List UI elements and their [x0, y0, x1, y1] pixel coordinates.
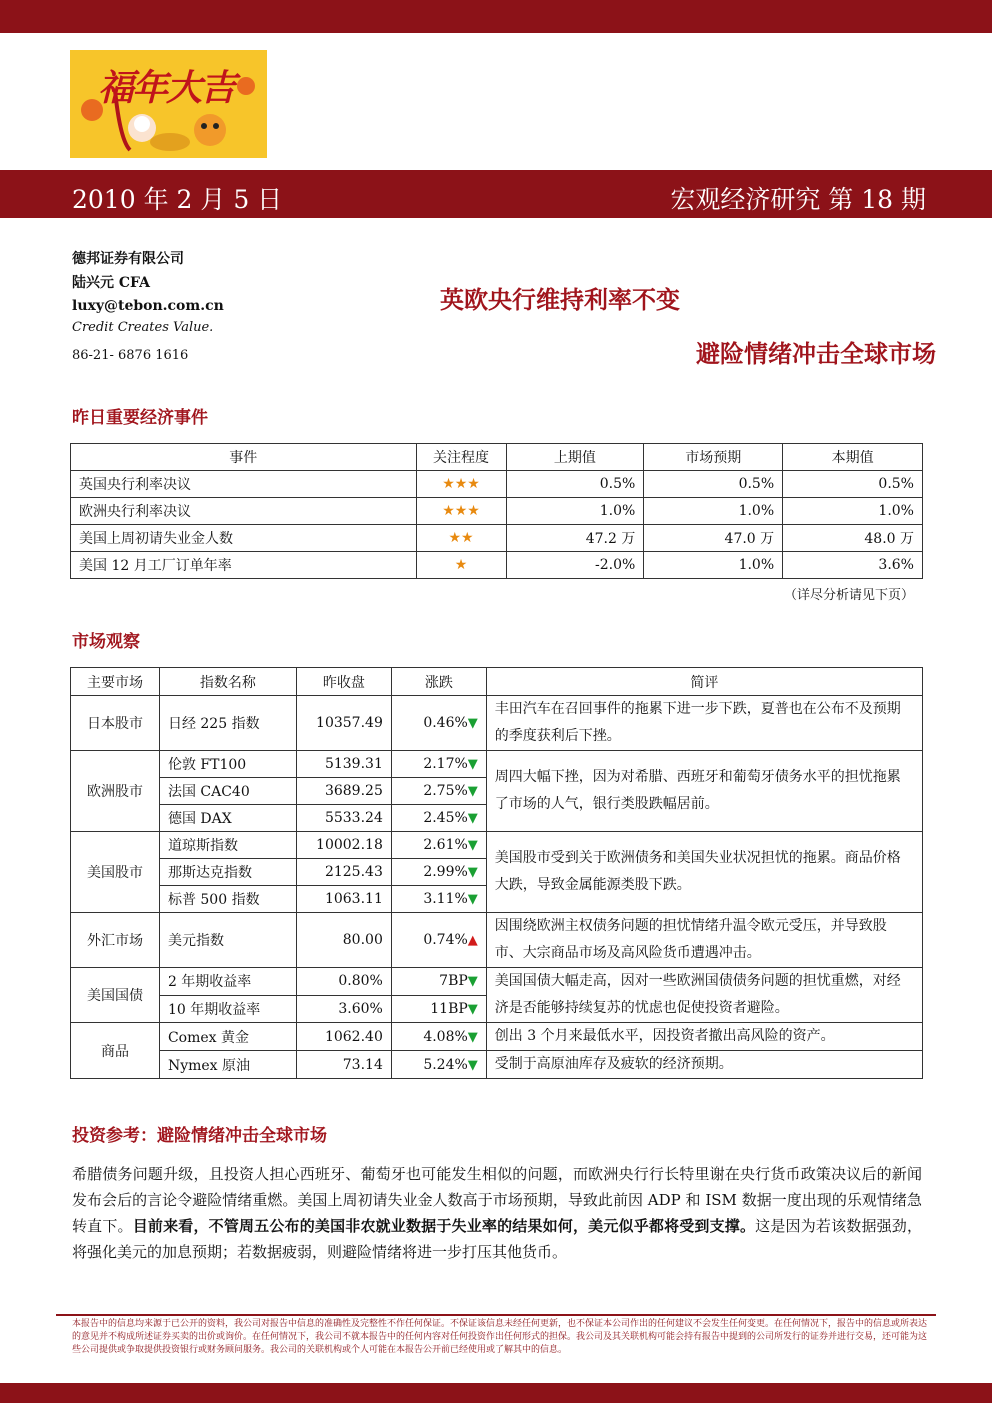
- up-arrow-icon: ▲: [467, 933, 478, 948]
- down-arrow-icon: ▼: [467, 838, 478, 853]
- event-name: 美国上周初请失业金人数: [71, 525, 417, 552]
- importance-stars-icon: ★★★: [416, 471, 506, 498]
- table-row: [71, 552, 923, 579]
- market-comment: 美国股市受到关于欧洲债务和美国失业状况担忧的拖累。商品价格大跌，导致金属能源类股下跌。: [486, 832, 922, 913]
- down-arrow-icon: ▼: [467, 716, 478, 731]
- previous-value: 47.2 万: [506, 525, 644, 552]
- change-cell: [391, 832, 486, 859]
- index-name: Nymex 原油: [159, 1051, 296, 1079]
- top-bar: [0, 0, 992, 33]
- event-name: 欧洲央行利率决议: [71, 498, 417, 525]
- down-arrow-icon: ▼: [467, 1029, 478, 1045]
- down-arrow-icon: ▼: [467, 892, 478, 907]
- invest-heading: 投资参考：避险情绪冲击全球市场: [72, 1126, 327, 1146]
- down-arrow-icon: ▼: [467, 757, 478, 772]
- expected-value: 1.0%: [644, 552, 783, 579]
- event-name: 英国央行利率决议: [71, 471, 417, 498]
- table-row: [71, 913, 923, 968]
- change-cell: [391, 1051, 486, 1079]
- analysis-note: （详尽分析请见下页）: [783, 588, 914, 603]
- close-value: 1063.11: [296, 886, 391, 913]
- change-value: 0.46%: [423, 715, 468, 731]
- footer-rule: [56, 1314, 936, 1316]
- table-row: [71, 498, 923, 525]
- table-row: [71, 832, 923, 859]
- index-name: 2 年期收益率: [159, 968, 296, 996]
- change-cell: [391, 1023, 486, 1051]
- expected-value: 0.5%: [644, 471, 783, 498]
- change-value: 4.08%: [423, 1028, 468, 1045]
- para-bold: 目前来看，不管周五公布的美国非农就业数据于失业率的结果如何，美元似乎都将受到支撑。: [132, 1217, 756, 1235]
- table-row: [71, 1051, 923, 1079]
- down-arrow-icon: ▼: [467, 974, 478, 990]
- events-header-row: [71, 444, 923, 471]
- analyst-email: luxy@tebon.com.cn: [72, 298, 224, 314]
- index-name: 美元指数: [159, 913, 296, 968]
- current-value: 1.0%: [783, 498, 923, 525]
- down-arrow-icon: ▼: [467, 1057, 478, 1073]
- para-end: 这是因为若该数据强劲，将强化美元的加息预期；若数据疲弱，则避险情绪将进一步打压其他货币。: [72, 1217, 922, 1261]
- para-start: 希腊债务问题升级，且投资人担心西班牙、葡萄牙也可能发生相似的问题，而欧洲央行行长特里谢在央行货币政策决议后的新闻发布会后的言论令避险情绪重燃。美国上周初请失业金人数高于市场预期，导致此前因 ADP 和 ISM 数据一度出现的乐观情绪急转直下。: [72, 1165, 922, 1235]
- change-cell: [391, 968, 486, 996]
- down-arrow-icon: ▼: [467, 784, 478, 799]
- change-value: 2.61%: [423, 837, 468, 853]
- table-row: [71, 696, 923, 751]
- close-value: 10002.18: [296, 832, 391, 859]
- market-comment: 因围绕欧洲主权债务问题的担忧情绪升温令欧元受压，并导致股市、大宗商品市场及高风险货币遭遇冲击。: [486, 913, 922, 968]
- table-row: [71, 471, 923, 498]
- market-comment: 受制于高原油库存及疲软的经济预期。: [486, 1051, 922, 1079]
- table-row: [71, 525, 923, 552]
- new-year-logo: [70, 50, 267, 158]
- market-comment: 周四大幅下挫，因为对希腊、西班牙和葡萄牙债务水平的担忧拖累了市场的人气，银行类股跌幅居前。: [486, 751, 922, 832]
- close-value: 2125.43: [296, 859, 391, 886]
- col-header: 主要市场: [71, 668, 160, 696]
- change-value: 2.99%: [423, 864, 468, 880]
- importance-stars-icon: ★: [416, 552, 506, 579]
- market-header-row: [71, 668, 923, 696]
- change-cell: [391, 696, 486, 751]
- events-heading: 昨日重要经济事件: [72, 408, 208, 428]
- close-value: 1062.40: [296, 1023, 391, 1051]
- market-table: [70, 667, 923, 1079]
- bottom-bar: [0, 1383, 992, 1403]
- report-issue: 宏观经济研究 第 18 期: [670, 185, 926, 214]
- importance-stars-icon: ★★★: [416, 498, 506, 525]
- event-name: 美国 12 月工厂订单年率: [71, 552, 417, 579]
- report-title-line1: 英欧央行维持利率不变: [440, 285, 680, 314]
- previous-value: 0.5%: [506, 471, 644, 498]
- market-name: 日本股市: [71, 696, 160, 751]
- col-header: 关注程度: [416, 444, 506, 471]
- col-header: 市场预期: [644, 444, 783, 471]
- analyst-phone: 86-21- 6876 1616: [72, 348, 189, 363]
- market-comment: 丰田汽车在召回事件的拖累下进一步下跌，夏普也在公布不及预期的季度获利后下挫。: [486, 696, 922, 751]
- index-name: 道琼斯指数: [159, 832, 296, 859]
- index-name: Comex 黄金: [159, 1023, 296, 1051]
- change-value: 7BP: [439, 973, 468, 990]
- col-header: 上期值: [506, 444, 644, 471]
- close-value: 73.14: [296, 1051, 391, 1079]
- change-cell: [391, 778, 486, 805]
- market-name: 美国股市: [71, 832, 160, 913]
- previous-value: -2.0%: [506, 552, 644, 579]
- change-cell: [391, 886, 486, 913]
- invest-paragraph: [72, 1161, 922, 1265]
- importance-stars-icon: ★★: [416, 525, 506, 552]
- close-value: 0.80%: [296, 968, 391, 996]
- change-value: 0.74%: [423, 932, 468, 948]
- down-arrow-icon: ▼: [467, 865, 478, 880]
- change-value: 5.24%: [423, 1056, 468, 1073]
- market-heading: 市场观察: [72, 632, 140, 652]
- col-header: 简评: [486, 668, 922, 696]
- change-value: 11BP: [430, 1000, 468, 1017]
- down-arrow-icon: ▼: [467, 811, 478, 826]
- market-name: 欧洲股市: [71, 751, 160, 832]
- close-value: 80.00: [296, 913, 391, 968]
- index-name: 那斯达克指数: [159, 859, 296, 886]
- change-cell: [391, 913, 486, 968]
- company-name: 德邦证券有限公司: [72, 251, 184, 267]
- close-value: 5139.31: [296, 751, 391, 778]
- close-value: 5533.24: [296, 805, 391, 832]
- col-header: 本期值: [783, 444, 923, 471]
- market-comment: 美国国债大幅走高，因对一些欧洲国债债务问题的担忧重燃，对经济是否能够持续复苏的忧虑也促使投资者避险。: [486, 968, 922, 1023]
- close-value: 10357.49: [296, 696, 391, 751]
- close-value: 3.60%: [296, 995, 391, 1023]
- index-name: 德国 DAX: [159, 805, 296, 832]
- change-value: 3.11%: [423, 891, 468, 907]
- current-value: 3.6%: [783, 552, 923, 579]
- index-name: 日经 225 指数: [159, 696, 296, 751]
- market-comment: 创出 3 个月来最低水平，因投资者撤出高风险的资产。: [486, 1023, 922, 1051]
- col-header: 涨跌: [391, 668, 486, 696]
- table-row: [71, 751, 923, 778]
- col-header: 事件: [71, 444, 417, 471]
- company-slogan: Credit Creates Value.: [72, 320, 214, 335]
- index-name: 法国 CAC40: [159, 778, 296, 805]
- previous-value: 1.0%: [506, 498, 644, 525]
- disclaimer-text: 本报告中的信息均来源于已公开的资料，我公司对报告中信息的准确性及完整性不作任何保证。不保证该信息未经任何更新，也不保证本公司作出的任何建议不会发生任何变更。在任何情况下，报告中的信息或所表达的意见并不构成所述证券买卖的出价或询价。在任何情况下，我公司不就本报告中的任何内容对任何投资作出任何形式的担保。我公司及其关联机构可能会持有报告中提到的公司所发行的证券并进行交易，还可能为这些公司提供或争取提供投资银行或财务顾问服务。我公司的关联机构或个人可能在本报告公开前已经使用或了解其中的信息。: [72, 1319, 928, 1355]
- logo-text: 福年大吉: [98, 67, 235, 109]
- events-table: [70, 443, 923, 579]
- change-value: 2.45%: [423, 810, 468, 826]
- report-date: 2010 年 2 月 5 日: [72, 185, 283, 214]
- current-value: 48.0 万: [783, 525, 923, 552]
- change-cell: [391, 751, 486, 778]
- down-arrow-icon: ▼: [467, 1001, 478, 1017]
- close-value: 3689.25: [296, 778, 391, 805]
- market-name: 商品: [71, 1023, 160, 1079]
- analyst-name: 陆兴元 CFA: [72, 275, 150, 291]
- report-title-line2: 避险情绪冲击全球市场: [696, 339, 936, 368]
- change-value: 2.75%: [423, 783, 468, 799]
- index-name: 10 年期收益率: [159, 995, 296, 1023]
- col-header: 指数名称: [159, 668, 296, 696]
- table-row: [71, 968, 923, 996]
- index-name: 伦敦 FT100: [159, 751, 296, 778]
- table-row: [71, 1023, 923, 1051]
- current-value: 0.5%: [783, 471, 923, 498]
- col-header: 昨收盘: [296, 668, 391, 696]
- market-name: 美国国债: [71, 968, 160, 1023]
- change-cell: [391, 805, 486, 832]
- change-cell: [391, 995, 486, 1023]
- expected-value: 47.0 万: [644, 525, 783, 552]
- index-name: 标普 500 指数: [159, 886, 296, 913]
- change-cell: [391, 859, 486, 886]
- expected-value: 1.0%: [644, 498, 783, 525]
- market-name: 外汇市场: [71, 913, 160, 968]
- change-value: 2.17%: [423, 756, 468, 772]
